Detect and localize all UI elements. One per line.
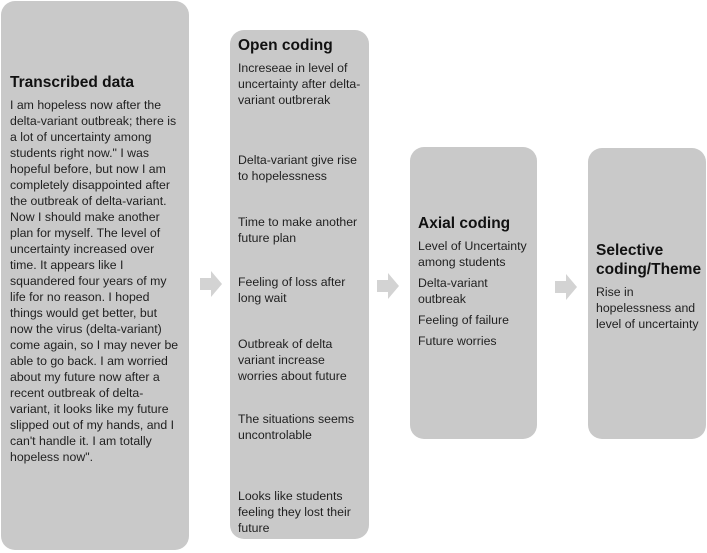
open-coding-item: Looks like students feeling they lost their future (238, 489, 351, 535)
axial-coding-item: Feeling of failure (418, 313, 509, 327)
open-coding-heading: Open coding (238, 37, 333, 54)
selective-coding-box (588, 148, 706, 439)
selective-coding-heading: Selective coding/Theme (596, 242, 702, 278)
axial-coding-box (410, 147, 537, 439)
transcribed-data-text: I am hopeless now after the delta-variant outbreak; there is a lot of uncertainty among students right now." I was hopeful before, but now I am completely disappointed after the outbreak of delta-variant. Now I should make another plan for myself. The level of uncertainty increased over time. It appears like I squandered four years of my life for no reason. I hoped things would get better, but now the virus (delta-variant) come again, so I may never be able to go back. I am worried about my future now after a recent outbreak of delta-variant, it looks like my future slipped out of my hands, and I can't handle it. I am totally hopeless now". (10, 98, 179, 464)
axial-coding-item: Delta-variant outbreak (418, 276, 488, 306)
open-coding-item: Time to make another future plan (238, 215, 358, 245)
transcribed-data-box (1, 1, 189, 550)
selective-coding-text: Rise in hopelessness and level of uncertainty (596, 285, 699, 331)
axial-coding-item: Level of Uncertainty among students (418, 239, 527, 269)
right-arrow-icon (377, 273, 399, 299)
open-coding-item: Feeling of loss after long wait (238, 275, 346, 305)
open-coding-item: The situations seems uncontrolable (238, 412, 355, 442)
axial-coding-item: Future worries (418, 334, 497, 348)
open-coding-item: Increseae in level of uncertainty after delta-variant outbrerak (238, 61, 361, 107)
open-coding-item: Delta-variant give rise to hopelessness (238, 153, 357, 183)
axial-coding-heading: Axial coding (418, 215, 511, 232)
right-arrow-icon (555, 274, 577, 300)
transcribed-data-heading: Transcribed data (10, 74, 135, 91)
open-coding-box (230, 30, 369, 539)
right-arrow-icon (200, 271, 222, 297)
open-coding-item: Outbreak of delta variant increase worries about future (238, 337, 347, 383)
